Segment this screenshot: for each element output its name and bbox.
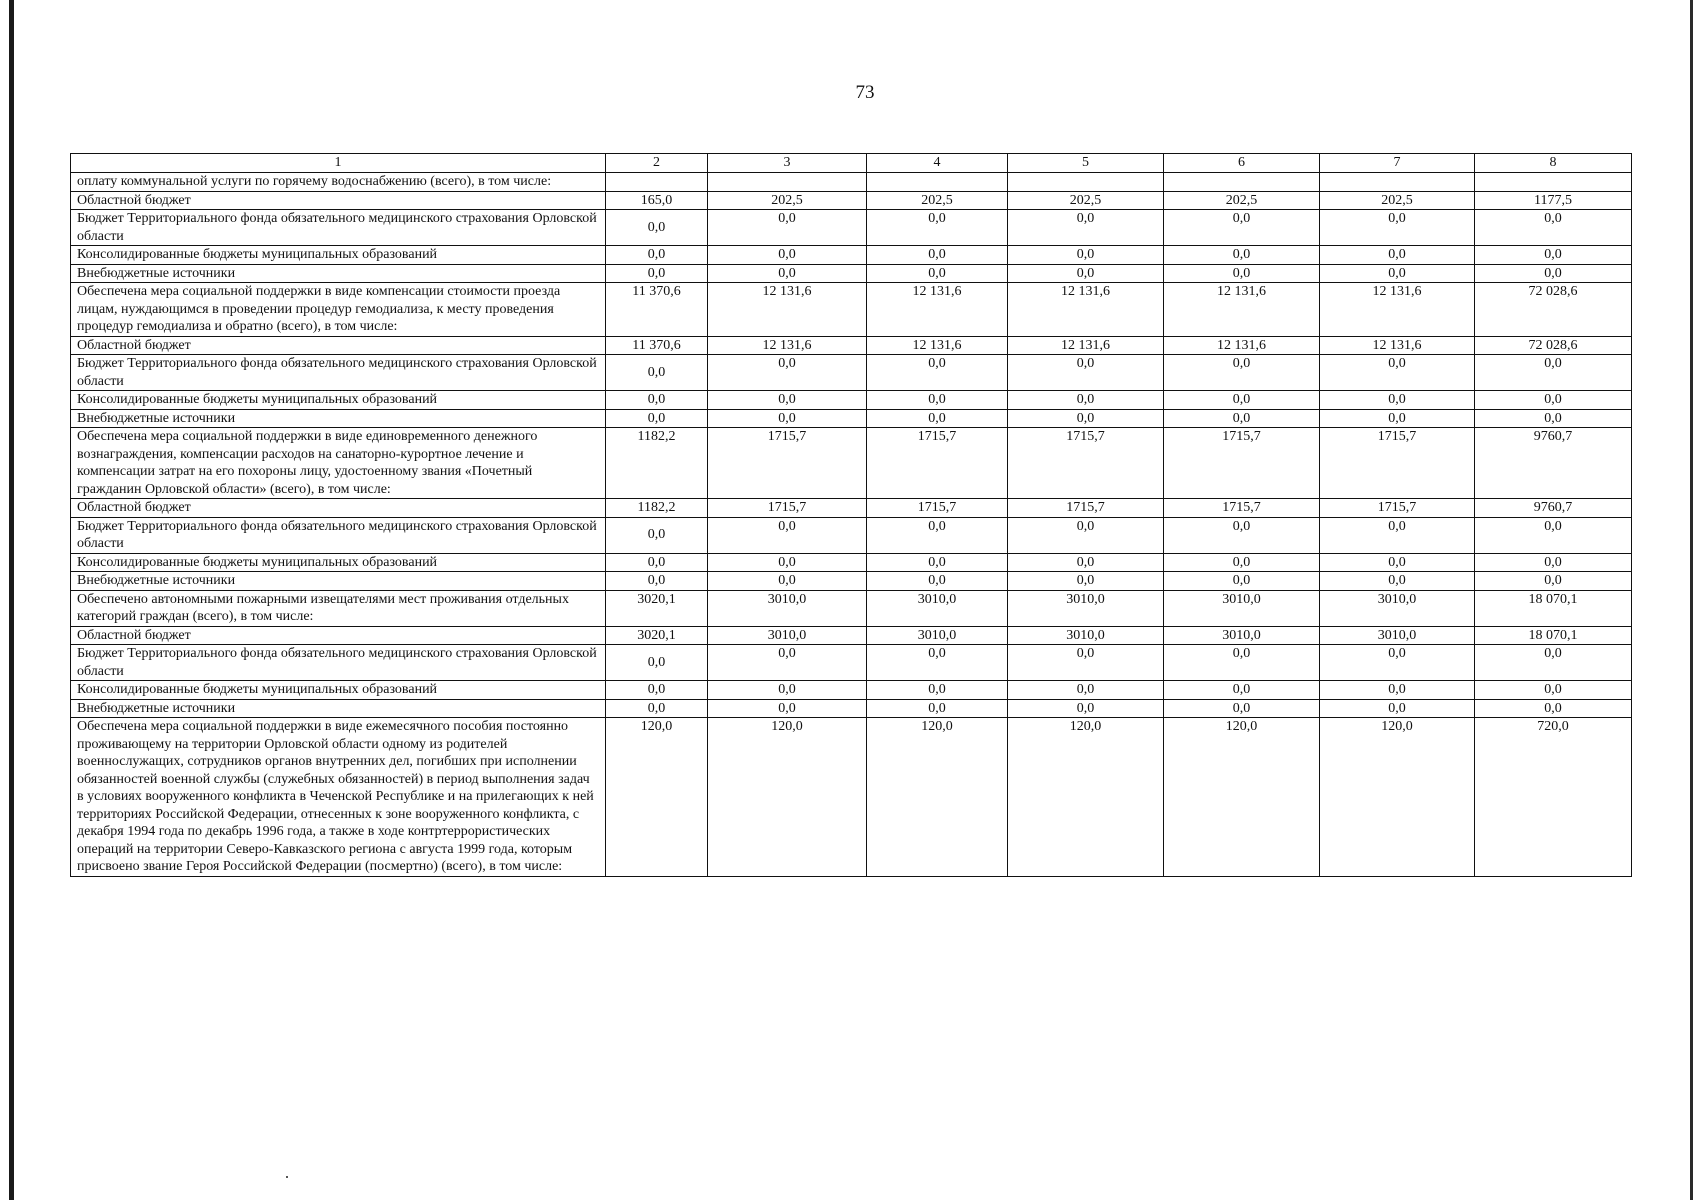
row-label: Областной бюджет [71,626,606,645]
column-header-7: 7 [1320,154,1475,173]
cell-col-2: 0,0 [606,517,708,553]
cell-col-3: 202,5 [708,191,867,210]
table-row [71,409,1632,428]
cell-col-8: 0,0 [1475,246,1632,265]
column-header-4: 4 [867,154,1008,173]
cell-col-5: 12 131,6 [1008,283,1164,337]
row-label: Областной бюджет [71,336,606,355]
cell-col-5: 202,5 [1008,191,1164,210]
cell-col-7: 3010,0 [1320,590,1475,626]
table-header-row [71,154,1632,173]
cell-col-2: 11 370,6 [606,283,708,337]
row-label: Бюджет Территориального фонда обязательного медицинского страхования Орловской области [71,517,606,553]
cell-col-3: 0,0 [708,246,867,265]
column-header-1: 1 [71,154,606,173]
row-label: Внебюджетные источники [71,572,606,591]
cell-col-8: 18 070,1 [1475,626,1632,645]
row-label: Обеспечено автономными пожарными извещателями мест проживания отдельных категорий граждан (всего), в том числе: [71,590,606,626]
cell-col-6: 0,0 [1164,681,1320,700]
cell-col-7: 0,0 [1320,517,1475,553]
cell-col-7: 0,0 [1320,553,1475,572]
cell-col-7: 1715,7 [1320,499,1475,518]
cell-col-8: 0,0 [1475,210,1632,246]
cell-col-4: 3010,0 [867,590,1008,626]
scan-left-border [9,0,14,1200]
cell-col-4: 12 131,6 [867,336,1008,355]
cell-col-3: 0,0 [708,355,867,391]
cell-col-7: 1715,7 [1320,428,1475,499]
cell-col-3: 1715,7 [708,428,867,499]
cell-col-4: 3010,0 [867,626,1008,645]
table-row [71,572,1632,591]
cell-col-3: 0,0 [708,699,867,718]
cell-col-3: 0,0 [708,553,867,572]
cell-col-8: 720,0 [1475,718,1632,877]
cell-col-7: 202,5 [1320,191,1475,210]
cell-col-3: 0,0 [708,572,867,591]
cell-col-7: 0,0 [1320,409,1475,428]
cell-col-2: 0,0 [606,264,708,283]
cell-col-4: 1715,7 [867,428,1008,499]
cell-col-8: 1177,5 [1475,191,1632,210]
cell-col-6: 0,0 [1164,391,1320,410]
cell-col-7: 0,0 [1320,645,1475,681]
cell-col-5: 0,0 [1008,645,1164,681]
cell-col-5: 0,0 [1008,572,1164,591]
table-row [71,264,1632,283]
cell-col-2 [606,173,708,192]
row-label: Бюджет Территориального фонда обязательного медицинского страхования Орловской области [71,210,606,246]
cell-col-7: 0,0 [1320,264,1475,283]
cell-col-7: 0,0 [1320,699,1475,718]
table-row [71,517,1632,553]
table-row [71,428,1632,499]
cell-col-6: 1715,7 [1164,428,1320,499]
cell-col-3: 0,0 [708,210,867,246]
cell-col-2: 0,0 [606,645,708,681]
cell-col-2: 1182,2 [606,428,708,499]
cell-col-4: 0,0 [867,391,1008,410]
cell-col-8: 18 070,1 [1475,590,1632,626]
cell-col-4: 0,0 [867,355,1008,391]
cell-col-7: 0,0 [1320,572,1475,591]
table-row [71,246,1632,265]
cell-col-5: 1715,7 [1008,428,1164,499]
cell-col-6: 0,0 [1164,246,1320,265]
cell-col-4: 202,5 [867,191,1008,210]
row-label: Консолидированные бюджеты муниципальных образований [71,681,606,700]
cell-col-8: 0,0 [1475,391,1632,410]
cell-col-5: 3010,0 [1008,590,1164,626]
cell-col-8: 0,0 [1475,553,1632,572]
cell-col-3: 0,0 [708,391,867,410]
column-header-3: 3 [708,154,867,173]
cell-col-6: 120,0 [1164,718,1320,877]
row-label: Внебюджетные источники [71,409,606,428]
cell-col-3: 3010,0 [708,590,867,626]
cell-col-2: 0,0 [606,409,708,428]
cell-col-6: 0,0 [1164,517,1320,553]
cell-col-6 [1164,173,1320,192]
cell-col-4: 120,0 [867,718,1008,877]
cell-col-6: 0,0 [1164,355,1320,391]
cell-col-5: 120,0 [1008,718,1164,877]
cell-col-2: 0,0 [606,246,708,265]
cell-col-2: 1182,2 [606,499,708,518]
row-label: Бюджет Территориального фонда обязательного медицинского страхования Орловской области [71,645,606,681]
cell-col-3: 0,0 [708,517,867,553]
scan-right-border [1690,0,1693,1200]
cell-col-2: 0,0 [606,210,708,246]
cell-col-5: 0,0 [1008,517,1164,553]
row-label: Внебюджетные источники [71,264,606,283]
cell-col-5: 0,0 [1008,391,1164,410]
column-header-6: 6 [1164,154,1320,173]
table-row [71,590,1632,626]
budget-table [70,153,1632,877]
table-row [71,283,1632,337]
row-label: Консолидированные бюджеты муниципальных образований [71,553,606,572]
cell-col-7 [1320,173,1475,192]
cell-col-4: 0,0 [867,645,1008,681]
table-body [71,173,1632,877]
table-row [71,681,1632,700]
cell-col-5: 0,0 [1008,409,1164,428]
cell-col-6: 0,0 [1164,645,1320,681]
cell-col-2: 0,0 [606,391,708,410]
cell-col-6: 3010,0 [1164,590,1320,626]
cell-col-6: 0,0 [1164,553,1320,572]
cell-col-4: 0,0 [867,264,1008,283]
cell-col-2: 3020,1 [606,626,708,645]
cell-col-6: 0,0 [1164,572,1320,591]
cell-col-5: 3010,0 [1008,626,1164,645]
cell-col-3 [708,173,867,192]
cell-col-7: 12 131,6 [1320,283,1475,337]
page-number: 73 [855,82,875,103]
cell-col-3: 120,0 [708,718,867,877]
cell-col-5: 0,0 [1008,681,1164,700]
cell-col-7: 120,0 [1320,718,1475,877]
cell-col-4: 0,0 [867,681,1008,700]
row-label: Областной бюджет [71,191,606,210]
row-label: Консолидированные бюджеты муниципальных образований [71,391,606,410]
cell-col-8: 0,0 [1475,681,1632,700]
cell-col-4: 12 131,6 [867,283,1008,337]
cell-col-4: 0,0 [867,553,1008,572]
cell-col-3: 3010,0 [708,626,867,645]
cell-col-4: 0,0 [867,210,1008,246]
column-header-8: 8 [1475,154,1632,173]
row-label: Областной бюджет [71,499,606,518]
row-label: Обеспечена мера социальной поддержки в виде ежемесячного пособия постоянно проживающему на территории Орловской области одному из родителей военнослужащих, сотрудников органов внутренних дел, погибших при исполнении обязанностей военной службы (служебных обязанностей) в период выполнения задач в условиях вооруженного конфликта в Чеченской Республике и на прилегающих к ней территориях Российской Федерации, отнесенных к зоне вооруженного конфликта, с декабря 1994 года по декабрь 1996 года, а также в ходе контртеррористических операций на территории Северо-Кавказского региона с августа 1999 года, которым присвоено звание Героя Российской Федерации (посмертно) (всего), в том числе: [71,718,606,877]
cell-col-3: 0,0 [708,681,867,700]
table-row [71,626,1632,645]
cell-col-8: 9760,7 [1475,428,1632,499]
cell-col-7: 0,0 [1320,391,1475,410]
cell-col-6: 0,0 [1164,409,1320,428]
cell-col-7: 0,0 [1320,210,1475,246]
cell-col-5: 12 131,6 [1008,336,1164,355]
table-row [71,718,1632,877]
table-row [71,553,1632,572]
cell-col-3: 0,0 [708,264,867,283]
cell-col-7: 0,0 [1320,246,1475,265]
cell-col-6: 0,0 [1164,264,1320,283]
cell-col-8: 9760,7 [1475,499,1632,518]
cell-col-7: 0,0 [1320,355,1475,391]
cell-col-4: 0,0 [867,517,1008,553]
cell-col-6: 1715,7 [1164,499,1320,518]
table-row [71,355,1632,391]
cell-col-5: 0,0 [1008,264,1164,283]
cell-col-6: 12 131,6 [1164,283,1320,337]
cell-col-8: 0,0 [1475,572,1632,591]
cell-col-2: 165,0 [606,191,708,210]
table-row [71,210,1632,246]
cell-col-2: 3020,1 [606,590,708,626]
cell-col-3: 12 131,6 [708,283,867,337]
cell-col-5: 1715,7 [1008,499,1164,518]
cell-col-7: 0,0 [1320,681,1475,700]
cell-col-2: 0,0 [606,553,708,572]
cell-col-2: 0,0 [606,572,708,591]
cell-col-8: 0,0 [1475,355,1632,391]
row-label: Обеспечена мера социальной поддержки в виде компенсации стоимости проезда лицам, нуждающимся в проведении процедур гемодиализа, к месту проведения процедур гемодиализа и обратно (всего), в том числе: [71,283,606,337]
cell-col-8: 72 028,6 [1475,283,1632,337]
cell-col-5: 0,0 [1008,553,1164,572]
cell-col-5 [1008,173,1164,192]
cell-col-7: 12 131,6 [1320,336,1475,355]
cell-col-8: 0,0 [1475,699,1632,718]
cell-col-4: 0,0 [867,246,1008,265]
cell-col-4: 0,0 [867,409,1008,428]
cell-col-5: 0,0 [1008,210,1164,246]
cell-col-6: 3010,0 [1164,626,1320,645]
table-row [71,191,1632,210]
cell-col-4: 1715,7 [867,499,1008,518]
table-row [71,699,1632,718]
row-label: оплату коммунальной услуги по горячему водоснабжению (всего), в том числе: [71,173,606,192]
cell-col-5: 0,0 [1008,355,1164,391]
scan-speck [286,1176,288,1178]
cell-col-8: 0,0 [1475,517,1632,553]
cell-col-3: 12 131,6 [708,336,867,355]
row-label: Обеспечена мера социальной поддержки в виде единовременного денежного вознаграждения, компенсации расходов на санаторно-курортное лечение и компенсации затрат на его похороны лицу, удостоенному звания «Почетный гражданин Орловской области» (всего), в том числе: [71,428,606,499]
cell-col-3: 0,0 [708,409,867,428]
cell-col-6: 12 131,6 [1164,336,1320,355]
cell-col-8: 72 028,6 [1475,336,1632,355]
table-row [71,499,1632,518]
cell-col-5: 0,0 [1008,699,1164,718]
cell-col-3: 0,0 [708,645,867,681]
cell-col-4: 0,0 [867,572,1008,591]
column-header-5: 5 [1008,154,1164,173]
cell-col-8: 0,0 [1475,264,1632,283]
cell-col-8: 0,0 [1475,409,1632,428]
cell-col-2: 120,0 [606,718,708,877]
cell-col-6: 0,0 [1164,210,1320,246]
row-label: Внебюджетные источники [71,699,606,718]
cell-col-5: 0,0 [1008,246,1164,265]
cell-col-6: 202,5 [1164,191,1320,210]
cell-col-8 [1475,173,1632,192]
table-row [71,391,1632,410]
cell-col-7: 3010,0 [1320,626,1475,645]
cell-col-2: 0,0 [606,699,708,718]
row-label: Консолидированные бюджеты муниципальных образований [71,246,606,265]
cell-col-4: 0,0 [867,699,1008,718]
cell-col-6: 0,0 [1164,699,1320,718]
cell-col-2: 0,0 [606,681,708,700]
table-row [71,645,1632,681]
column-header-2: 2 [606,154,708,173]
table-row [71,336,1632,355]
cell-col-2: 11 370,6 [606,336,708,355]
row-label: Бюджет Территориального фонда обязательного медицинского страхования Орловской области [71,355,606,391]
cell-col-8: 0,0 [1475,645,1632,681]
cell-col-3: 1715,7 [708,499,867,518]
cell-col-2: 0,0 [606,355,708,391]
cell-col-4 [867,173,1008,192]
table-row [71,173,1632,192]
